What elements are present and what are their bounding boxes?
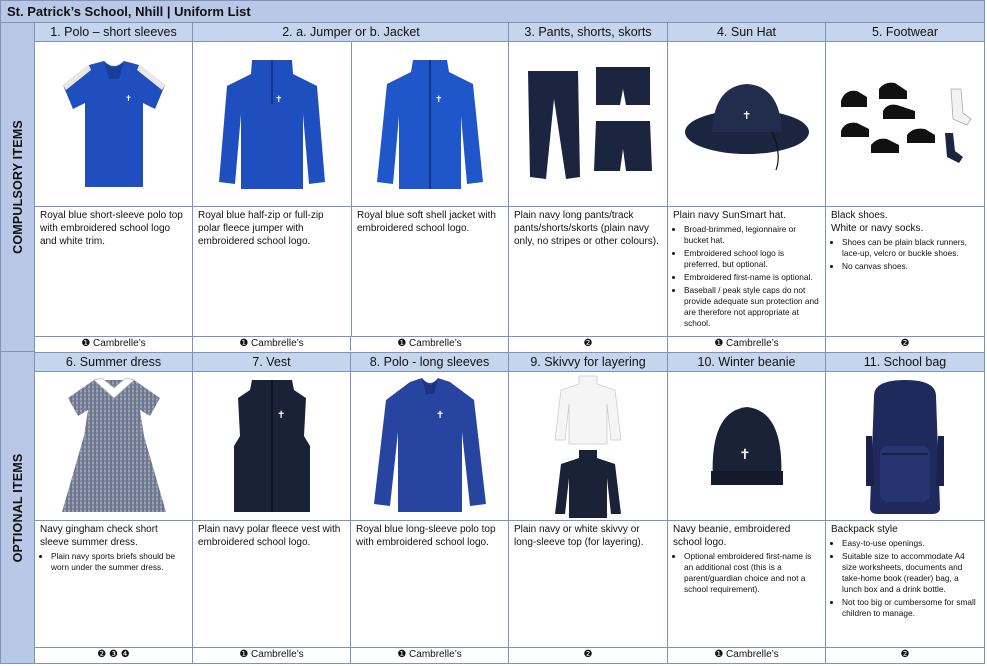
item-heading: 7. Vest [193, 352, 350, 372]
item-description: Backpack style • Easy-to-use openings. • Suitable size to accommodate A4 size worksheets, documents and take-home book (reader) bag, a lunch box and a drink bottle. • Not too big or cumbersome for small children to manage. [826, 521, 984, 623]
supplier-label: ❶ Cambrelle’s [193, 336, 351, 351]
backpack-icon [826, 372, 984, 521]
item-heading: 6. Summer dress [35, 352, 192, 372]
item-description: Plain navy polar fleece vest with embroidered school logo. [198, 524, 341, 548]
item-description: Royal blue long-sleeve polo top with embroidered school logo. [356, 524, 496, 548]
supplier-label: ❷ ❸ ❹ [35, 647, 192, 662]
compulsory-section-label: COMPULSORY ITEMS [1, 23, 35, 352]
page-title: St. Patrick’s School, Nhill | Uniform List [1, 1, 984, 23]
supplier-label: ❶ Cambrelle’s [35, 336, 192, 351]
item-backpack [826, 352, 984, 663]
item-description: Plain navy or white skivvy or long-sleeve top (for layering). [514, 524, 644, 548]
item-heading: 9. Skivvy for layering [509, 352, 667, 372]
svg-text:✝: ✝ [124, 93, 132, 103]
item-sunhat [668, 23, 826, 352]
item-description: Navy gingham check short sleeve summer dress. • Plain navy sports briefs should be worn under the summer dress. [35, 521, 192, 577]
sun-hat-icon [668, 42, 825, 207]
item-description: Royal blue soft shell jacket with embroidered school logo. [351, 207, 508, 336]
item-vest [193, 352, 351, 663]
svg-text:✝: ✝ [738, 447, 751, 463]
item-description: Black shoes. White or navy socks. • Shoes can be plain black runners, lace-up, velcro or buckle shoes. • No canvas shoes. [826, 207, 984, 276]
optional-section-label: OPTIONAL ITEMS [1, 352, 35, 663]
skivvy-icon [509, 372, 667, 521]
item-heading: 1. Polo – short sleeves [35, 23, 192, 42]
pants-shorts-icon [509, 42, 667, 207]
item-bullets: • Shoes can be plain black runners, lace-up, velcro or buckle shoes. • No canvas shoes. [831, 237, 979, 272]
item-jumper [193, 23, 420, 352]
svg-text:✝: ✝ [276, 410, 285, 421]
item-description: Royal blue half-zip or full-zip polar fleece jumper with embroidered school logo. [198, 210, 324, 247]
fleece-vest-icon [193, 372, 350, 521]
svg-text:✝: ✝ [435, 410, 444, 421]
item-summer-dress [35, 352, 193, 663]
item-heading: 3. Pants, shorts, skorts [509, 23, 667, 42]
supplier-label: ❶ Cambrelle’s [351, 647, 508, 662]
item-heading: 2. a. Jumper or b. Jacket [193, 23, 509, 42]
supplier-label: ❷ [509, 647, 667, 662]
item-pants [509, 23, 668, 352]
polo-shirt-icon [35, 42, 192, 207]
item-bullets: • Broad-brimmed, legionnaire or bucket hat. • Embroidered school logo is preferred, but optional. • Embroidered first-name is optional. • Baseball / peak style caps do not provide adequate sun protection and are therefore not appropriate at school. [673, 224, 820, 329]
item-bullets: • Optional embroidered first-name is an additional cost (this is a parent/guardian choice and not a school requirement). [673, 551, 820, 595]
svg-text:✝: ✝ [275, 95, 283, 105]
supplier-label: ❷ [826, 647, 984, 662]
item-beanie [668, 352, 826, 663]
svg-text:✝: ✝ [741, 109, 751, 122]
beanie-icon [668, 372, 825, 521]
fleece-jumper-icon [193, 42, 351, 207]
supplier-label: ❶ Cambrelle’s [193, 647, 350, 662]
item-description: Plain navy long pants/track pants/shorts/skorts (plain navy only, no stripes or other colours). [514, 210, 659, 247]
item-heading: 11. School bag [826, 352, 984, 372]
item-description: Navy beanie, embroidered school logo. • Optional embroidered first-name is an additional cost (this is a parent/guardian choice and not a school requirement). [668, 521, 825, 599]
item-heading: 4. Sun Hat [668, 23, 825, 42]
item-heading: 5. Footwear [826, 23, 984, 42]
item-heading: 10. Winter beanie [668, 352, 825, 372]
item-bullets: • Easy-to-use openings. • Suitable size to accommodate A4 size worksheets, documents and take-home book (reader) bag, a lunch box and a drink bottle. • Not too big or cumbersome for small children to manage. [831, 538, 979, 619]
item-description: Royal blue short-sleeve polo top with embroidered school logo and white trim. [40, 210, 183, 247]
svg-text:✝: ✝ [435, 95, 443, 105]
shoes-socks-icon [826, 42, 984, 207]
item-polo-short [35, 23, 193, 352]
item-jacket [351, 23, 509, 352]
supplier-label: ❶ Cambrelle’s [668, 647, 825, 662]
supplier-label: ❷ [509, 336, 667, 351]
item-bullets: • Plain navy sports briefs should be worn under the summer dress. [40, 551, 187, 573]
supplier-label: ❶ Cambrelle’s [351, 336, 508, 351]
item-footwear [826, 23, 984, 352]
item-description: Plain navy SunSmart hat. • Broad-brimmed, legionnaire or bucket hat. • Embroidered school logo is preferred, but optional. • Embroidered first-name is optional. • Baseball / peak style caps do not provide adequate sun protection and are therefore not appropriate at school. [668, 207, 825, 333]
item-skivvy [509, 352, 668, 663]
item-polo-long [351, 352, 509, 663]
supplier-label: ❷ [826, 336, 984, 351]
summer-dress-icon [35, 372, 192, 521]
long-sleeve-polo-icon [351, 372, 508, 521]
supplier-label: ❶ Cambrelle’s [668, 336, 825, 351]
item-heading: 8. Polo - long sleeves [351, 352, 508, 372]
soft-shell-jacket-icon [351, 42, 508, 207]
